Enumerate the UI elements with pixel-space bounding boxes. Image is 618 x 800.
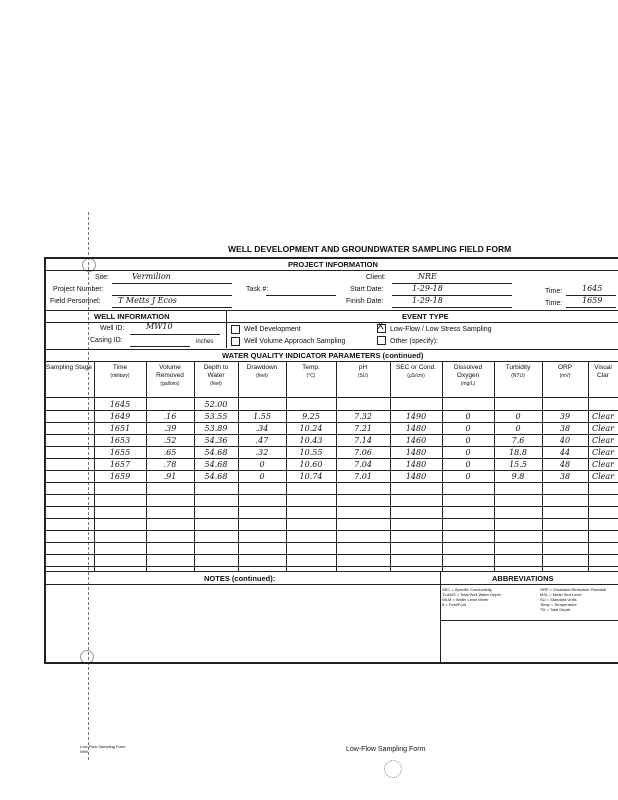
wq-table-cell: Clear	[591, 424, 614, 433]
wq-col-header	[286, 364, 336, 380]
wq-row-rule	[44, 530, 618, 531]
wq-col-header-name: Temp.	[302, 364, 320, 371]
project-info-title: PROJECT INFORMATION	[288, 260, 378, 269]
well-info-title: WELL INFORMATION	[94, 312, 170, 321]
wq-col-header	[542, 364, 588, 380]
other-label: Other (specify):	[390, 338, 438, 345]
wq-table-cell: 1651	[109, 424, 131, 433]
wq-row-rule	[44, 542, 618, 543]
start-date-line	[392, 295, 512, 296]
abbr-rule	[440, 620, 618, 621]
wq-table-cell: 7.01	[354, 472, 372, 481]
wq-table-cell: 1645	[109, 400, 131, 409]
wq-table-cell: 1659	[109, 472, 131, 481]
wq-table-cell: 1657	[109, 460, 131, 469]
wq-header-rule	[44, 397, 618, 398]
wq-table-cell: 7.32	[354, 412, 372, 421]
well-id-value[interactable]: MW10	[146, 322, 173, 331]
abbr-left-4: ft = Feet/Foot	[442, 602, 466, 607]
wq-col-header-unit: (NTU)	[511, 373, 525, 379]
wq-table-cell: 1480	[405, 424, 427, 433]
wq-table-cell: 0	[465, 472, 471, 481]
form-title: WELL DEVELOPMENT AND GROUNDWATER SAMPLING FIELD FORM	[228, 244, 512, 254]
wq-col-header	[238, 364, 286, 380]
well-volume-checkbox[interactable]	[231, 337, 240, 346]
wq-row-rule	[44, 482, 618, 483]
wq-row-rule	[44, 446, 618, 447]
wq-col-header-name: Sampling Stage	[46, 364, 92, 371]
wq-col-header	[146, 364, 194, 388]
wq-table-cell: 0	[515, 424, 521, 433]
casing-unit: inches	[196, 339, 214, 345]
other-checkbox[interactable]	[377, 336, 386, 345]
well-development-label: Well Development	[244, 326, 301, 333]
wq-table-cell: 0	[465, 424, 471, 433]
wq-table-cell: 15.5	[509, 460, 527, 469]
wq-table-cell: .52	[163, 436, 177, 445]
finish-date-label: Finish Date:	[346, 298, 384, 305]
wq-table-cell: 0	[465, 460, 471, 469]
wq-table-cell: 1653	[109, 436, 131, 445]
client-value[interactable]: NRE	[418, 272, 437, 281]
wq-table-cell: 10.24	[299, 424, 323, 433]
wq-col-header-unit: (gallons)	[160, 381, 180, 387]
footer-left-line1: Low-Flow Sampling Form	[80, 744, 126, 749]
task-line	[266, 295, 336, 296]
task-label: Task #:	[246, 286, 269, 293]
event-type-title: EVENT TYPE	[402, 312, 449, 321]
abbreviations-title: ABBREVIATIONS	[492, 574, 554, 583]
wq-table-cell: 1460	[405, 436, 427, 445]
wq-col-header-unit: (SU)	[357, 373, 369, 379]
wq-col-header-unit: (mV)	[559, 373, 571, 379]
wq-table-cell: 39	[559, 412, 571, 421]
wq-table-cell: Clear	[591, 472, 614, 481]
wq-table-cell: 0	[259, 460, 265, 469]
project-number-label: Project Number:	[53, 286, 104, 293]
time2-line	[566, 307, 616, 308]
wq-row-rule	[44, 494, 618, 495]
wq-title: WATER QUALITY INDICATOR PARAMETERS (continued)	[222, 351, 424, 360]
wq-col-header-name: pH	[358, 364, 368, 371]
wq-table-cell: 54.68	[204, 448, 228, 457]
time2-label: Time:	[545, 300, 563, 307]
wq-table-cell: Clear	[591, 412, 614, 421]
wq-table-cell: 54.68	[204, 460, 228, 469]
wq-table-cell: 52.00	[204, 400, 228, 409]
client-line	[392, 283, 512, 284]
wq-row-rule	[44, 470, 618, 471]
frame-bottom	[44, 662, 618, 664]
time1-label: Time:	[545, 288, 563, 295]
site-value[interactable]: Vermilion	[132, 272, 171, 281]
wq-table-cell: .34	[255, 424, 269, 433]
wq-table-cell: 38	[559, 424, 571, 433]
wq-col-header	[44, 364, 94, 372]
notes-abbr-divider	[440, 571, 441, 662]
wq-col-header	[194, 364, 238, 388]
wq-table-cell: 7.6	[511, 436, 525, 445]
wq-table-cell: .39	[163, 424, 177, 433]
wq-table-cell: .78	[163, 460, 177, 469]
wq-col-header-name: Turbidity	[505, 364, 531, 371]
abbr-left-2: TLAWS = Total Well Water Depth	[442, 592, 501, 597]
well-info-rule-top	[44, 310, 618, 311]
wq-table-cell: 0	[465, 436, 471, 445]
wq-col-header-name: Time	[112, 364, 128, 371]
abbr-right-3: SU = Standard Units	[540, 597, 577, 602]
wq-table-cell: 9.8	[511, 472, 525, 481]
wq-table-cell: 48	[559, 460, 571, 469]
wq-table-cell: 38	[559, 472, 571, 481]
footer-center: Low-Flow Sampling Form	[346, 746, 426, 753]
wq-table-cell: 1480	[405, 472, 427, 481]
wq-table-cell: 10.43	[299, 436, 323, 445]
abbr-right-2: MSL = Mean Sea Level	[540, 592, 582, 597]
abbr-left-3: WLM = Water Level Meter	[442, 597, 489, 602]
wq-col-header-name: ORP	[557, 364, 573, 371]
well-event-divider	[226, 310, 227, 348]
wq-table-cell: 9.25	[302, 412, 320, 421]
wq-col-header	[588, 364, 618, 380]
finish-date-line	[392, 307, 512, 308]
wq-col-header-name: Visual Clar	[594, 364, 612, 379]
wq-rule-top	[44, 349, 618, 350]
wq-table-cell: 18.8	[509, 448, 527, 457]
wq-table-cell: .65	[163, 448, 177, 457]
abbr-left-1: SEC = Specific Conductivity	[442, 587, 492, 592]
wq-table-cell: 1490	[405, 412, 427, 421]
field-personnel-line	[112, 307, 232, 308]
notes-title: NOTES (continued):	[204, 574, 276, 583]
wq-col-header-name: SEC or Cond.	[395, 364, 437, 371]
wq-table-cell: 10.55	[299, 448, 323, 457]
notes-rule-sub	[44, 584, 618, 585]
wq-col-header-unit: (feet)	[210, 381, 222, 387]
low-flow-check-mark: X	[377, 321, 384, 332]
wq-col-header	[94, 364, 146, 380]
wq-table-cell: Clear	[591, 448, 614, 457]
abbr-right-1: ORP = Oxidation-Reduction Potential	[540, 587, 607, 592]
wq-table-cell: 1649	[109, 412, 131, 421]
casing-id-line	[130, 346, 190, 347]
wq-table-cell: 1655	[109, 448, 131, 457]
well-id-label: Well ID:	[100, 325, 125, 332]
well-volume-label: Well Volume Approach Sampling	[244, 338, 346, 345]
start-date-value[interactable]: 1-29-18	[412, 284, 443, 293]
wq-table-cell: .16	[163, 412, 177, 421]
wq-table-cell: .47	[255, 436, 269, 445]
wq-table-cell: 0	[465, 412, 471, 421]
wq-table-cell: 40	[559, 436, 571, 445]
well-development-checkbox[interactable]	[231, 325, 240, 334]
wq-table-cell: 7.14	[354, 436, 372, 445]
time2-value[interactable]: 1659	[582, 296, 603, 305]
site-line	[112, 283, 232, 284]
well-info-rule-sub	[44, 322, 618, 323]
casing-id-label: Casing ID:	[90, 337, 123, 344]
wq-table-cell: Clear	[591, 460, 614, 469]
start-date-label: Start Date:	[350, 286, 384, 293]
client-label: Client:	[366, 274, 386, 281]
wq-col-header-name: Drawdown	[246, 364, 278, 371]
abbr-right-5: TD = Total Depth	[540, 607, 571, 612]
wq-col-header-name: Dissolved Oxygen	[453, 364, 483, 379]
wq-table-cell: 54.36	[204, 436, 228, 445]
wq-table-cell: 10.60	[299, 460, 323, 469]
wq-table-cell: 0	[515, 412, 521, 421]
wq-col-header	[442, 364, 494, 388]
well-id-line	[130, 334, 220, 335]
wq-rule-sub	[44, 361, 618, 362]
time1-value[interactable]: 1645	[582, 284, 603, 293]
wq-table-cell: 44	[559, 448, 571, 457]
wq-row-rule	[44, 422, 618, 423]
notes-rule-top	[44, 571, 618, 572]
wq-row-rule	[44, 518, 618, 519]
wq-table-cell: 1480	[405, 448, 427, 457]
footer-punch-hole	[384, 760, 402, 778]
wq-row-rule	[44, 410, 618, 411]
wq-row-rule	[44, 506, 618, 507]
wq-col-header	[494, 364, 542, 380]
wq-col-header-unit: (°C)	[306, 373, 316, 379]
wq-row-rule	[44, 458, 618, 459]
wq-col-header-unit: (feet)	[256, 373, 268, 379]
wq-table-cell: 0	[259, 472, 265, 481]
wq-col-header-unit: (mg/L)	[460, 381, 476, 387]
project-info-rule	[44, 270, 618, 271]
wq-table-cell: 0	[465, 448, 471, 457]
wq-table-cell: 53.89	[204, 424, 228, 433]
wq-table-cell: 1480	[405, 460, 427, 469]
wq-col-header-unit: (military)	[110, 373, 130, 379]
field-personnel-label: Field Personnel:	[50, 298, 101, 305]
wq-col-header-unit: (µS/cm)	[407, 373, 425, 379]
footer-left-line2: Well	[80, 749, 88, 754]
wq-table-cell: .91	[163, 472, 177, 481]
wq-table-cell: 53.55	[204, 412, 228, 421]
wq-row-rule	[44, 434, 618, 435]
wq-row-rule	[44, 566, 618, 567]
wq-table-cell: 1.55	[253, 412, 271, 421]
wq-table-cell: Clear	[591, 436, 614, 445]
abbr-right-4: Temp = Temperature	[540, 602, 577, 607]
wq-row-rule	[44, 554, 618, 555]
wq-table-cell: 7.21	[354, 424, 372, 433]
punch-edge-line	[88, 212, 89, 760]
finish-date-value[interactable]: 1-29-18	[412, 296, 443, 305]
wq-table-cell: 54.68	[204, 472, 228, 481]
site-label: Site:	[95, 274, 110, 281]
wq-table-cell: 7.04	[354, 460, 372, 469]
field-personnel-value[interactable]: T Metts J Ecos	[118, 296, 177, 305]
low-flow-label: Low-Flow / Low Stress Sampling	[390, 326, 492, 333]
notes-area[interactable]	[46, 586, 438, 660]
frame-top	[44, 257, 618, 259]
wq-table-cell: 7.06	[354, 448, 372, 457]
wq-col-header-name: Volume Removed	[156, 364, 184, 379]
wq-col-header	[390, 364, 442, 380]
wq-col-header-name: Depth to Water	[203, 364, 229, 379]
wq-col-header	[336, 364, 390, 380]
wq-table-cell: .32	[255, 448, 269, 457]
wq-table-cell: 10.74	[299, 472, 323, 481]
